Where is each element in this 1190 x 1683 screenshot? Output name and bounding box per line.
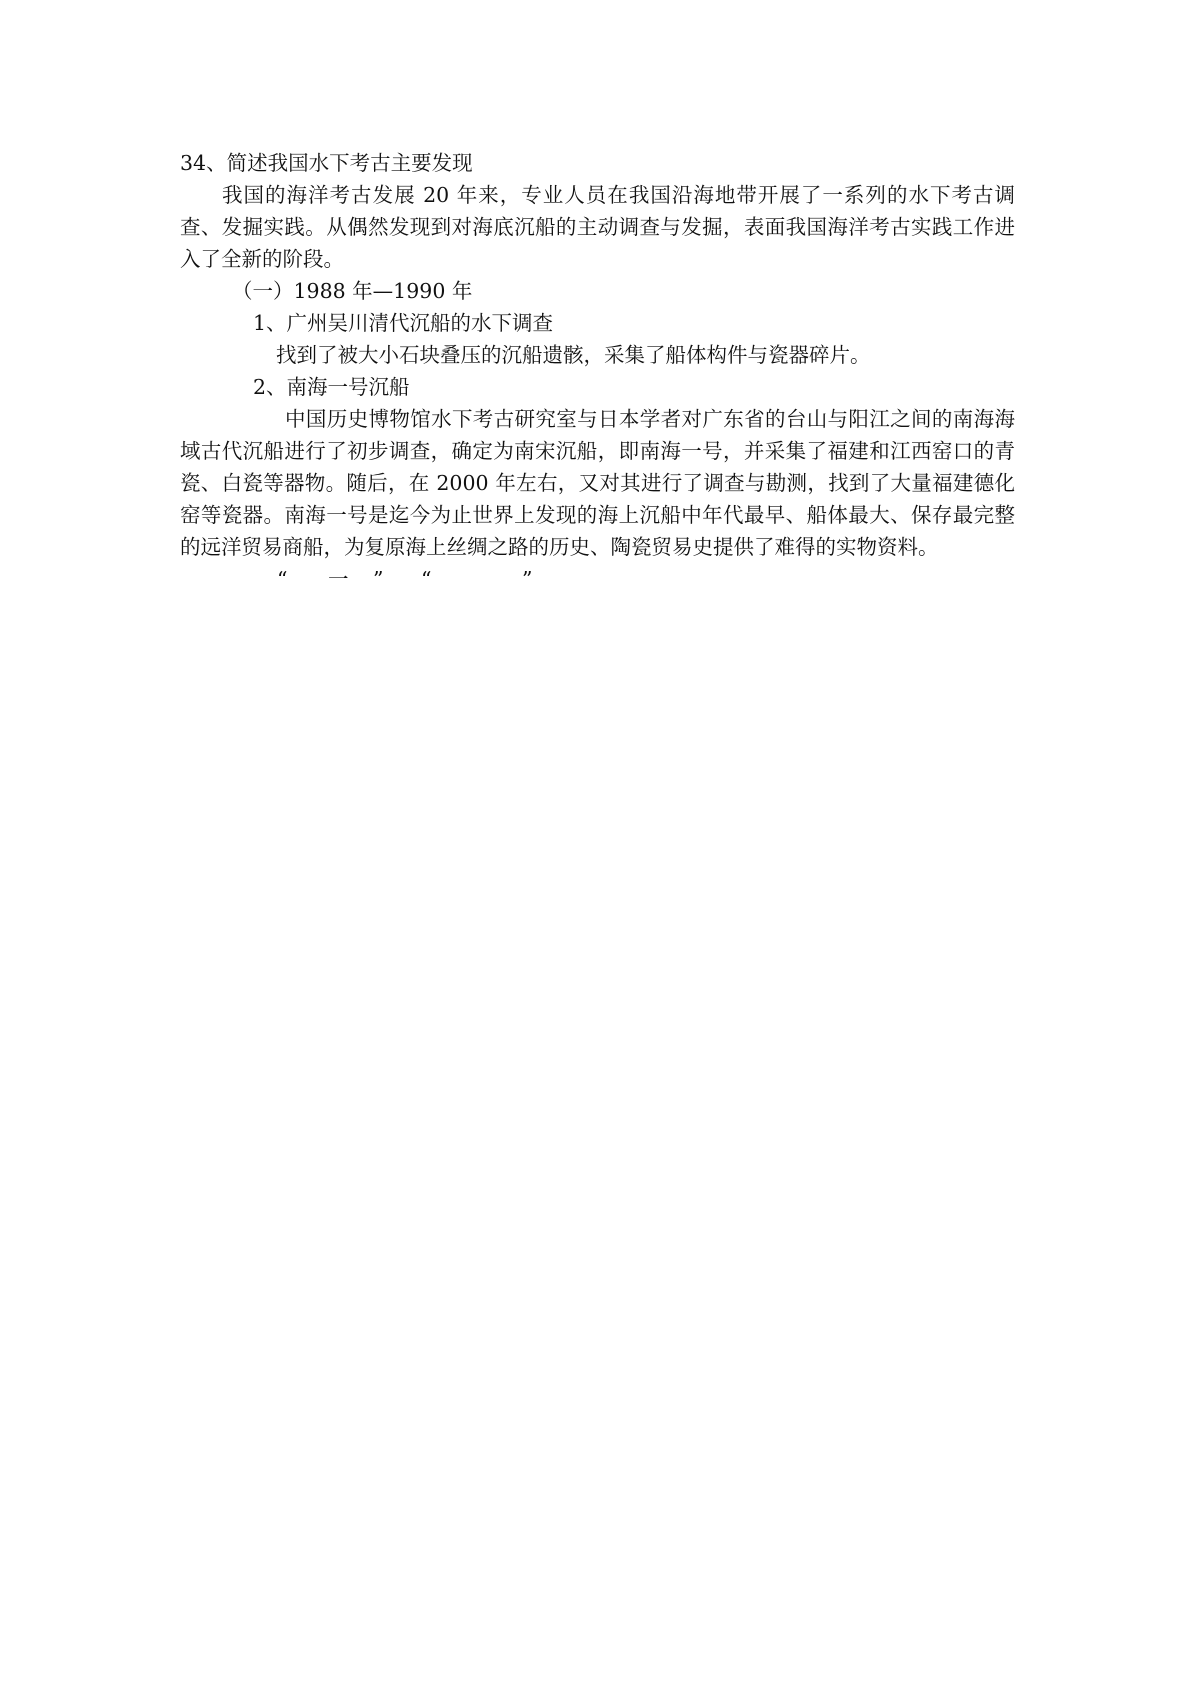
open-quote: “ [277, 567, 288, 591]
item-body-wuchuan: 找到了被大小石块叠压的沉船遗骸，采集了船体构件与瓷器碎片。 [276, 343, 871, 367]
section-heading: （一）1988 年—1990 年 [232, 279, 473, 303]
close-quote: ” [373, 567, 384, 591]
document-body [180, 147, 1015, 595]
item-heading-nanhai: 2、南海一号沉船 [253, 375, 410, 399]
close-quote: ” [522, 567, 533, 591]
open-quote: “ [421, 567, 432, 591]
dash-char: 一 [328, 567, 349, 591]
item-body-nanhai: 中国历史博物馆水下考古研究室与日本学者对广东省的台山与阳江之间的南海海域古代沉船进行了初步调查，确定为南宋沉船，即南海一号，并采集了福建和江西窑口的青瓷、白瓷等器物。随后，在 2000 年左右，又对其进行了调查与勘测，找到了大量福建德化窑等瓷器。南海一号是迄今为止世界上发现的海上沉船中年代最早、船体最大、保存最完整的远洋贸易商船，为复原海上丝绸之路的历史、陶瓷贸易史提供了难得的实物资料。 [180, 407, 1015, 559]
item-heading-wuchuan: 1、广州吴川清代沉船的水下调查 [253, 311, 554, 335]
question-heading: 34、简述我国水下考古主要发现 [180, 151, 473, 175]
quotation-fragment [180, 563, 1015, 595]
intro-paragraph: 我国的海洋考古发展 20 年来，专业人员在我国沿海地带开展了一系列的水下考古调查、发掘实践。从偶然发现到对海底沉船的主动调查与发掘，表面我国海洋考古实践工作进入了全新的阶段。 [180, 183, 1015, 271]
